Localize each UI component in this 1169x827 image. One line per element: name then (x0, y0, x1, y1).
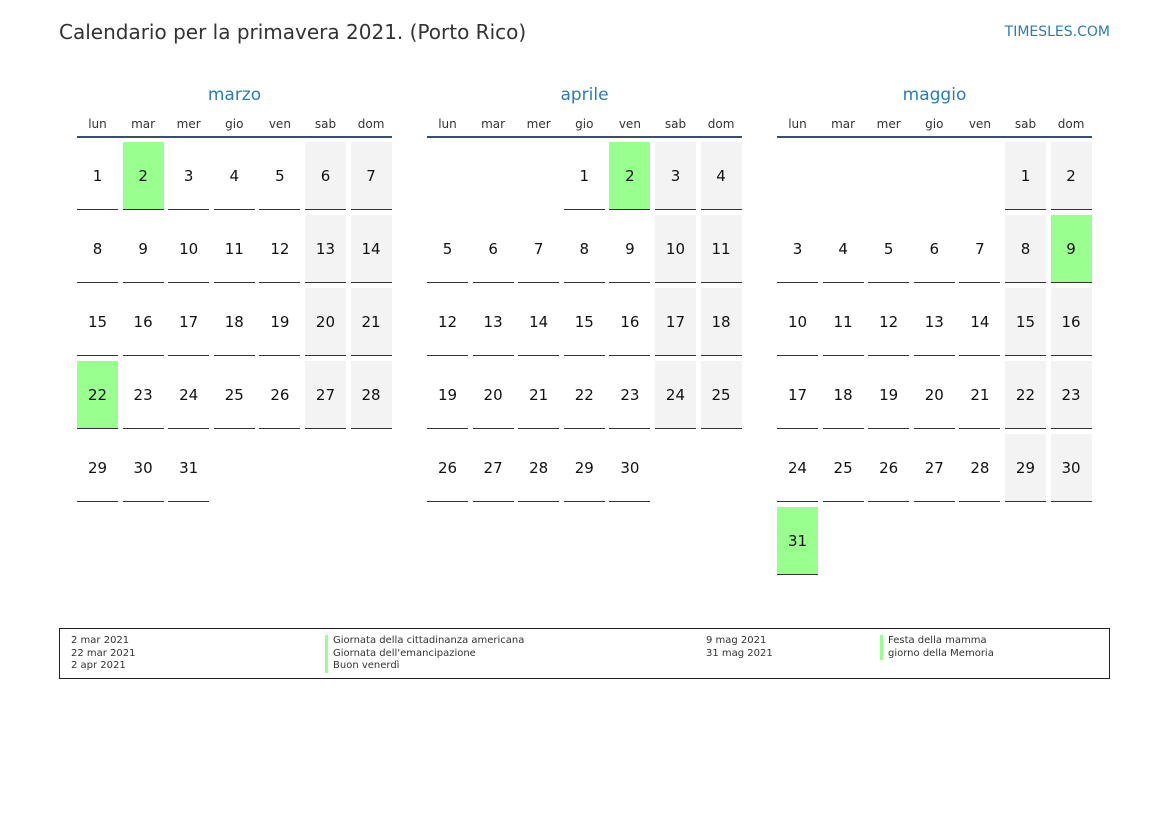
day-cell[interactable]: 5 (259, 142, 300, 210)
empty-cell (427, 142, 468, 210)
day-cell[interactable]: 29 (77, 434, 118, 502)
empty-cell (777, 142, 818, 210)
weekday-label: gio (925, 117, 944, 131)
weekday-label: sab (1014, 117, 1037, 131)
empty-cell (868, 142, 909, 210)
day-cell[interactable]: 13 (914, 288, 955, 356)
day-cell[interactable]: 15 (1005, 288, 1046, 356)
day-cell[interactable]: 9 (609, 215, 650, 283)
day-cell[interactable]: 17 (168, 288, 209, 356)
day-cell[interactable]: 14 (959, 288, 1000, 356)
day-cell[interactable]: 20 (305, 288, 346, 356)
day-cell[interactable]: 7 (518, 215, 559, 283)
day-cell[interactable]: 19 (259, 288, 300, 356)
day-cell[interactable]: 30 (123, 434, 164, 502)
day-cell[interactable]: 10 (168, 215, 209, 283)
weekday-label: ven (618, 117, 641, 131)
day-grid (77, 142, 392, 507)
day-cell[interactable]: 7 (351, 142, 392, 210)
day-cell[interactable]: 26 (868, 434, 909, 502)
day-grid (427, 142, 742, 507)
weekday-header (77, 114, 392, 138)
legend-holiday-name: giorno della Memoria (880, 648, 994, 661)
day-cell[interactable]: 22 (1005, 361, 1046, 429)
day-cell[interactable]: 14 (518, 288, 559, 356)
day-cell[interactable]: 18 (823, 361, 864, 429)
day-cell[interactable]: 18 (701, 288, 742, 356)
day-cell[interactable]: 19 (868, 361, 909, 429)
day-cell[interactable]: 12 (427, 288, 468, 356)
day-cell[interactable]: 14 (351, 215, 392, 283)
legend-holiday-name: Buon venerdì (325, 660, 524, 673)
weekday-header (777, 114, 1092, 138)
legend-holiday-name: Giornata della cittadinanza americana (325, 635, 524, 648)
day-cell[interactable]: 1 (77, 142, 118, 210)
day-cell[interactable]: 8 (564, 215, 605, 283)
day-cell[interactable]: 6 (305, 142, 346, 210)
day-cell[interactable]: 16 (123, 288, 164, 356)
day-cell[interactable]: 29 (564, 434, 605, 502)
day-cell[interactable]: 5 (868, 215, 909, 283)
weekday-label: mer (526, 117, 551, 131)
day-cell[interactable]: 26 (259, 361, 300, 429)
weekday-label: dom (357, 117, 385, 131)
legend-holiday-name: Festa della mamma (880, 635, 994, 648)
weekday-label: lun (788, 117, 807, 131)
day-cell[interactable]: 27 (305, 361, 346, 429)
day-cell[interactable]: 20 (473, 361, 514, 429)
day-cell[interactable]: 28 (518, 434, 559, 502)
empty-cell (518, 142, 559, 210)
day-cell[interactable]: 29 (1005, 434, 1046, 502)
legend-names-right (880, 635, 994, 660)
legend-date: 2 apr 2021 (71, 660, 126, 671)
day-cell[interactable]: 30 (1051, 434, 1092, 502)
day-cell[interactable]: 1 (564, 142, 605, 210)
page-title: Calendario per la primavera 2021. (Porto Rico) (59, 20, 527, 44)
weekday-label: dom (707, 117, 735, 131)
day-cell[interactable]: 11 (214, 215, 255, 283)
empty-cell (823, 142, 864, 210)
day-cell[interactable]: 13 (305, 215, 346, 283)
legend-holiday-name: Giornata dell'emancipazione (325, 648, 524, 661)
day-cell[interactable]: 8 (77, 215, 118, 283)
legend-date: 2 mar 2021 (71, 635, 130, 646)
day-cell[interactable]: 28 (351, 361, 392, 429)
day-cell[interactable]: 16 (609, 288, 650, 356)
month-title: aprile (560, 85, 609, 105)
day-cell[interactable]: 5 (427, 215, 468, 283)
legend-dates-left (71, 635, 136, 673)
holiday-day-cell[interactable]: 9 (1051, 215, 1092, 283)
day-cell[interactable]: 11 (701, 215, 742, 283)
day-cell[interactable]: 4 (214, 142, 255, 210)
day-cell[interactable]: 24 (777, 434, 818, 502)
empty-cell (473, 142, 514, 210)
weekday-label: mar (131, 117, 156, 131)
month-marzo (77, 84, 392, 507)
day-cell[interactable]: 18 (214, 288, 255, 356)
day-cell[interactable]: 27 (473, 434, 514, 502)
day-cell[interactable]: 7 (959, 215, 1000, 283)
weekday-header (427, 114, 742, 138)
weekday-label: lun (88, 117, 107, 131)
weekday-label: mer (176, 117, 201, 131)
day-cell[interactable]: 25 (701, 361, 742, 429)
weekday-label: gio (575, 117, 594, 131)
legend-names-left (325, 635, 524, 673)
day-cell[interactable]: 12 (868, 288, 909, 356)
day-cell[interactable]: 22 (564, 361, 605, 429)
day-cell[interactable]: 17 (777, 361, 818, 429)
empty-cell (914, 142, 955, 210)
empty-cell (959, 142, 1000, 210)
day-cell[interactable]: 3 (168, 142, 209, 210)
day-cell[interactable]: 30 (609, 434, 650, 502)
day-cell[interactable]: 21 (351, 288, 392, 356)
holiday-day-cell[interactable]: 22 (77, 361, 118, 429)
day-cell[interactable]: 21 (518, 361, 559, 429)
holiday-day-cell[interactable]: 31 (777, 507, 818, 575)
weekday-label: ven (968, 117, 991, 131)
legend-date: 9 mag 2021 (706, 635, 767, 646)
day-cell[interactable]: 24 (168, 361, 209, 429)
day-cell[interactable]: 12 (259, 215, 300, 283)
day-cell[interactable]: 17 (655, 288, 696, 356)
day-cell[interactable]: 20 (914, 361, 955, 429)
day-cell[interactable]: 15 (564, 288, 605, 356)
day-cell[interactable]: 25 (823, 434, 864, 502)
day-cell[interactable]: 19 (427, 361, 468, 429)
day-cell[interactable]: 10 (655, 215, 696, 283)
day-cell[interactable]: 1 (1005, 142, 1046, 210)
weekday-label: sab (664, 117, 687, 131)
day-cell[interactable]: 27 (914, 434, 955, 502)
legend-dates-right (706, 635, 773, 660)
day-cell[interactable]: 15 (77, 288, 118, 356)
weekday-label: lun (438, 117, 457, 131)
weekday-label: mer (876, 117, 901, 131)
day-cell[interactable]: 11 (823, 288, 864, 356)
weekday-label: dom (1057, 117, 1085, 131)
day-cell[interactable]: 6 (473, 215, 514, 283)
day-cell[interactable]: 4 (701, 142, 742, 210)
day-cell[interactable]: 9 (123, 215, 164, 283)
weekday-label: gio (225, 117, 244, 131)
day-cell[interactable]: 6 (914, 215, 955, 283)
day-grid (777, 142, 1092, 580)
day-cell[interactable]: 31 (168, 434, 209, 502)
holiday-legend (59, 628, 1110, 679)
weekday-label: sab (314, 117, 337, 131)
day-cell[interactable]: 23 (1051, 361, 1092, 429)
holiday-day-cell[interactable]: 2 (609, 142, 650, 210)
day-cell[interactable]: 2 (1051, 142, 1092, 210)
day-cell[interactable]: 24 (655, 361, 696, 429)
day-cell[interactable]: 13 (473, 288, 514, 356)
day-cell[interactable]: 8 (1005, 215, 1046, 283)
day-cell[interactable]: 10 (777, 288, 818, 356)
legend-date: 22 mar 2021 (71, 647, 136, 659)
day-cell[interactable]: 25 (214, 361, 255, 429)
day-cell[interactable]: 3 (777, 215, 818, 283)
day-cell[interactable]: 3 (655, 142, 696, 210)
day-cell[interactable]: 4 (823, 215, 864, 283)
weekday-label: mar (481, 117, 506, 131)
day-cell[interactable]: 16 (1051, 288, 1092, 356)
weekday-label: mar (831, 117, 856, 131)
day-cell[interactable]: 21 (959, 361, 1000, 429)
holiday-day-cell[interactable]: 2 (123, 142, 164, 210)
month-aprile (427, 84, 742, 507)
month-title: maggio (902, 85, 967, 105)
legend-date: 31 mag 2021 (706, 647, 773, 659)
day-cell[interactable]: 23 (123, 361, 164, 429)
day-cell[interactable]: 26 (427, 434, 468, 502)
day-cell[interactable]: 28 (959, 434, 1000, 502)
brand-link[interactable]: TIMESLES.COM (1004, 24, 1110, 40)
day-cell[interactable]: 23 (609, 361, 650, 429)
month-title: marzo (207, 85, 262, 105)
month-maggio (777, 84, 1092, 580)
weekday-label: ven (268, 117, 291, 131)
